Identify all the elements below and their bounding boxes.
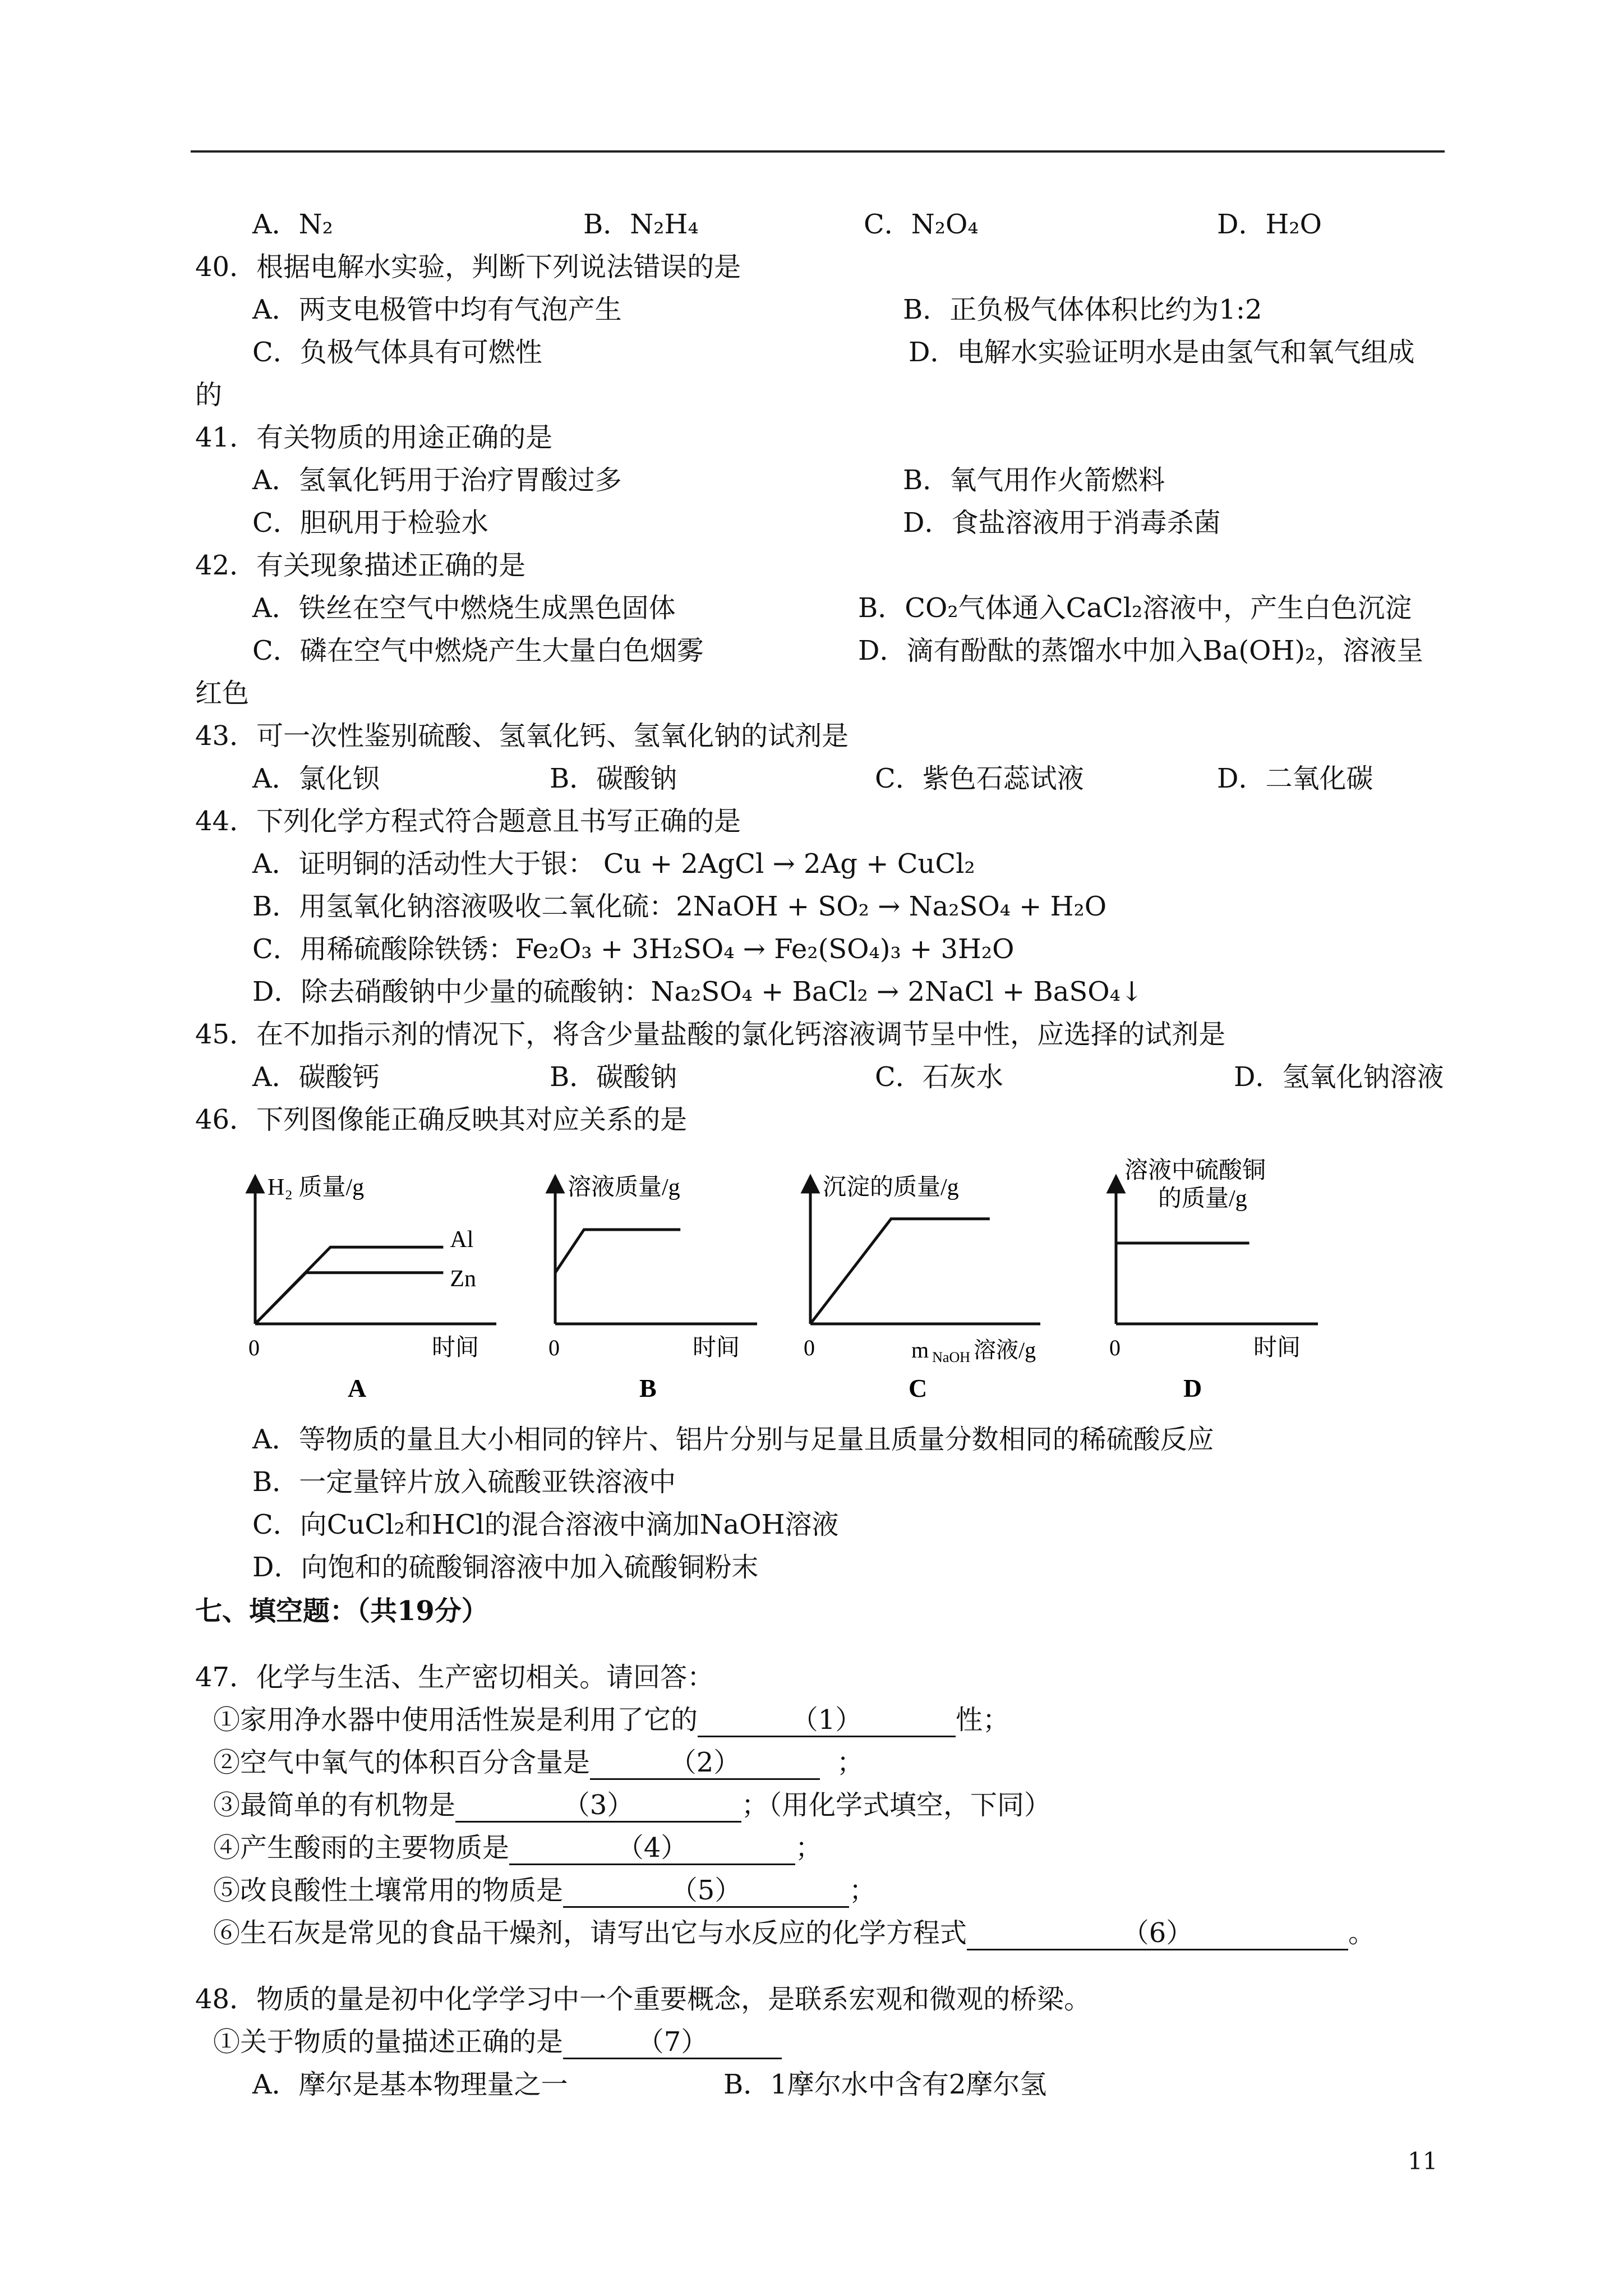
answer-blank-1[interactable]: （1）	[698, 1704, 956, 1737]
y-axis-label: H₂ 质量/g	[268, 1175, 365, 1200]
q47-item-3	[213, 1788, 1051, 1823]
q42-option-b: B．CO₂气体通入CaCl₂溶液中，产生白色沉淀	[858, 592, 1412, 624]
q47-item-6-tail: 。	[1348, 1917, 1376, 1949]
origin-label: 0	[548, 1335, 560, 1360]
x-axis-label: 时间	[432, 1335, 479, 1361]
q47-item-5-tail: ；	[849, 1875, 877, 1906]
series-label: Zn	[450, 1266, 477, 1292]
q48-stem: 48．物质的量是初中化学学习中一个重要概念，是联系宏观和微观的桥梁。	[195, 1984, 1091, 2015]
series-line	[555, 1230, 680, 1273]
q48-item-1	[213, 2025, 782, 2059]
q48-option-a: A．摩尔是基本物理量之一	[252, 2069, 568, 2100]
q46-stem: 46．下列图像能正确反映其对应关系的是	[195, 1104, 688, 1135]
q47-item-5-text: ⑤改良酸性土壤常用的物质是	[213, 1875, 564, 1906]
graph-caption: C	[909, 1374, 928, 1402]
q46-option-d: D．向饱和的硫酸铜溶液中加入硫酸铜粉末	[252, 1552, 759, 1583]
q47-item-1-tail: 性；	[956, 1704, 1010, 1736]
q43-option-d: D．二氧化碳	[1217, 763, 1373, 794]
q41-option-a: A．氢氧化钙用于治疗胃酸过多	[252, 464, 622, 496]
answer-blank-4[interactable]: （4）	[509, 1832, 795, 1865]
q39-option-c: C．N₂O₄	[864, 209, 979, 240]
x-axis-label: m $_{NaOH}$ 溶液/g	[911, 1337, 1036, 1365]
q48-option-b: B．1摩尔水中含有2摩尔氢	[723, 2069, 1047, 2100]
q47-stem: 47．化学与生活、生产密切相关。请回答：	[195, 1662, 714, 1693]
q46-option-a: A．等物质的量且大小相同的锌片、铝片分别与足量且质量分数相同的稀硫酸反应	[252, 1424, 1214, 1455]
q40-option-c: C．负极气体具有可燃性	[252, 337, 542, 368]
answer-blank-3[interactable]: （3）	[455, 1789, 741, 1823]
q47-item-6-text: ⑥生石灰是常见的食品干燥剂，请写出它与水反应的化学方程式	[213, 1917, 967, 1949]
q47-item-2-text: ②空气中氧气的体积百分含量是	[213, 1747, 591, 1778]
q48-item-1-text: ①关于物质的量描述正确的是	[213, 2026, 564, 2058]
q47-item-4-tail: ；	[795, 1832, 823, 1864]
q47-item-4-text: ④产生酸雨的主要物质是	[213, 1832, 510, 1864]
q43-option-a: A．氯化钡	[252, 763, 380, 794]
y-axis-label: 溶液质量/g	[568, 1175, 680, 1200]
q42-option-d: D．滴有酚酞的蒸馏水中加入Ba(OH)₂，溶液呈	[858, 635, 1424, 666]
q47-item-1	[213, 1703, 1009, 1737]
q47-item-6	[213, 1916, 1375, 1950]
answer-blank-5[interactable]: （5）	[563, 1875, 849, 1908]
q47-item-4	[213, 1831, 822, 1865]
q40-stem: 40．根据电解水实验，判断下列说法错误的是	[195, 251, 741, 283]
series-line	[255, 1247, 443, 1324]
answer-blank-2[interactable]: （2）	[590, 1747, 820, 1780]
q42-option-d-continued: 红色	[195, 678, 250, 709]
q47-item-1-text: ①家用净水器中使用活性炭是利用了它的	[213, 1704, 698, 1736]
q45-option-d: D．氢氧化钠溶液	[1234, 1061, 1444, 1093]
q47-item-2	[213, 1746, 864, 1780]
q41-option-c: C．胆矾用于检验水	[252, 507, 488, 539]
q39-option-d: D．H₂O	[1217, 209, 1322, 240]
q41-stem: 41．有关物质的用途正确的是	[195, 422, 553, 453]
q44-option-a: A．证明铜的活动性大于银： Cu + 2AgCl → 2Ag + CuCl₂	[252, 848, 975, 880]
q44-option-b: B．用氢氧化钠溶液吸收二氧化硫：2NaOH + SO₂ → Na₂SO₄ + H₂O	[252, 891, 1107, 922]
q43-option-c: C．紫色石蕊试液	[875, 763, 1084, 794]
origin-label: 0	[248, 1335, 260, 1360]
y-axis-label-line1: 溶液中硫酸铜	[1124, 1158, 1266, 1184]
header-rule	[191, 150, 1445, 153]
origin-label: 0	[804, 1335, 815, 1360]
q46-option-b: B．一定量锌片放入硫酸亚铁溶液中	[252, 1466, 676, 1498]
q45-stem: 45．在不加指示剂的情况下，将含少量盐酸的氯化钙溶液调节呈中性，应选择的试剂是	[195, 1019, 1226, 1050]
q44-option-c: C．用稀硫酸除铁锈：Fe₂O₃ + 3H₂SO₄ → Fe₂(SO₄)₃ + 3H₂O	[252, 933, 1015, 965]
y-axis-label: 沉淀的质量/g	[823, 1175, 959, 1200]
q39-option-b: B．N₂H₄	[583, 209, 699, 240]
answer-blank-6[interactable]: （6）	[967, 1917, 1348, 1950]
q40-option-d-continued: 的	[195, 379, 223, 411]
q44-stem: 44．下列化学方程式符合题意且书写正确的是	[195, 806, 741, 837]
q42-option-a: A．铁丝在空气中燃烧生成黑色固体	[252, 592, 676, 624]
graph-caption: D	[1183, 1374, 1202, 1402]
q43-stem: 43．可一次性鉴别硫酸、氢氧化钙、氢氧化钠的试剂是	[195, 720, 849, 752]
q47-item-3-text: ③最简单的有机物是	[213, 1789, 456, 1821]
q42-stem: 42．有关现象描述正确的是	[195, 550, 526, 581]
page-number: 11	[1408, 2147, 1438, 2175]
q44-option-d: D．除去硝酸钠中少量的硫酸钠：Na₂SO₄ + BaCl₂ → 2NaCl + BaSO₄↓	[252, 976, 1144, 1007]
q39-option-a: A．N₂	[252, 209, 333, 240]
answer-blank-7[interactable]: （7）	[563, 2026, 782, 2059]
q45-option-a: A．碳酸钙	[252, 1061, 380, 1093]
q40-option-a: A．两支电极管中均有气泡产生	[252, 294, 622, 325]
x-axis-label: 时间	[693, 1335, 740, 1361]
q43-option-b: B．碳酸钠	[550, 763, 677, 794]
q47-item-2-tail: ；	[837, 1747, 864, 1778]
q41-option-d: D．食盐溶液用于消毒杀菌	[903, 507, 1221, 539]
q40-option-d: D．电解水实验证明水是由氢气和氧气组成	[909, 337, 1415, 368]
graph-caption: A	[348, 1374, 367, 1402]
q45-option-b: B．碳酸钠	[550, 1061, 677, 1093]
x-axis-label: 时间	[1253, 1335, 1301, 1361]
q46-graphs	[0, 1156, 1623, 1414]
q47-item-5	[213, 1874, 876, 1908]
y-axis-label-line2: 的质量/g	[1158, 1186, 1247, 1212]
series-line	[255, 1273, 443, 1324]
q45-option-c: C．石灰水	[875, 1061, 1003, 1093]
series-label: Al	[450, 1227, 474, 1253]
graph-caption: B	[639, 1374, 657, 1402]
q46-option-c: C．向CuCl₂和HCl的混合溶液中滴加NaOH溶液	[252, 1509, 839, 1540]
section-heading: 七、填空题：（共19分）	[195, 1595, 488, 1627]
q41-option-b: B．氧气用作火箭燃料	[903, 464, 1165, 496]
q47-item-3-tail: ；（用化学式填空，下同）	[741, 1789, 1052, 1821]
q42-option-c: C．磷在空气中燃烧产生大量白色烟雾	[252, 635, 704, 666]
origin-label: 0	[1109, 1335, 1121, 1360]
q40-option-b: B．正负极气体体积比约为1:2	[903, 294, 1262, 325]
series-line	[810, 1219, 990, 1324]
